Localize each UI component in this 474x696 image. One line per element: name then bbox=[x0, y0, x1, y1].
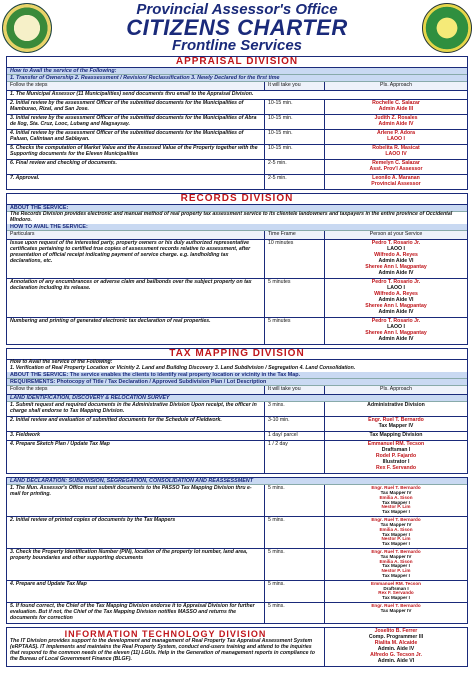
staff-name: Joselito B. Ferrer bbox=[374, 627, 418, 634]
time-frame: 5 mins. bbox=[265, 603, 325, 623]
staff-name: Engr. Ruel T. Bernardo bbox=[371, 517, 421, 523]
services-list: 1. Verification of Real Property Location or Vicinity 2. Land and Building Discovery 3. Land Subdivision / Segregation 4. Land Consolidation. bbox=[10, 364, 356, 371]
subsection-heading: LAND IDENTIFICATION, DISCOVERY & RELOCATION SURVEY bbox=[7, 395, 467, 402]
col-time: Time Frame bbox=[265, 231, 325, 239]
staff-position: LAOO I bbox=[387, 136, 405, 143]
staff-position: Provincial Assessor bbox=[371, 181, 421, 187]
approach-cell bbox=[325, 549, 467, 580]
table-row bbox=[7, 485, 467, 517]
column-header bbox=[7, 231, 467, 240]
step-text: Numbering and printing of generated electronic tax declaration of real properties. bbox=[7, 318, 265, 344]
table-row bbox=[7, 318, 467, 344]
staff-name: Sheree Ann I. Magpantay bbox=[365, 302, 427, 309]
table-row bbox=[7, 279, 467, 318]
staff-position: Tax Mapper I bbox=[382, 595, 410, 601]
staff-position: Admin Aide VI bbox=[378, 258, 414, 265]
approach-cell bbox=[325, 402, 467, 416]
time-frame: 10-15 min. bbox=[265, 130, 325, 144]
table-row bbox=[7, 100, 467, 115]
step-text: 1. The Mun. Assessor's Office must submit documents to the PASSO Tax Mapping Division thru e-mail for printing. bbox=[7, 485, 265, 516]
office-name: Provincial Assessor's Office bbox=[136, 1, 338, 18]
time-frame: 1 / 2 day bbox=[265, 441, 325, 473]
table-row bbox=[7, 402, 467, 417]
table-row bbox=[7, 160, 467, 175]
avail-heading: How to Avail the service of the Following: bbox=[7, 68, 467, 75]
step-text: 3. Initial review by the assessment Officer of the submitted documents for the Municipalities of Abra de Ilog, Sta. Cruz, Looc, Lubang and Magsaysay. bbox=[7, 115, 265, 129]
requirements-text: REQUIREMENTS: Photocopy of Title / Tax Declaration / Approved Subdivision Plan / Lot Description bbox=[7, 379, 467, 386]
approach-cell bbox=[325, 432, 467, 440]
time-frame: 5 minutes bbox=[265, 318, 325, 344]
step-text: 1. The Municipal Assessor (11 Municipalities) send documents thru email to the Appraisal Division. bbox=[10, 91, 254, 98]
approach-cell bbox=[325, 417, 467, 431]
charter-subtitle: Frontline Services bbox=[171, 37, 303, 54]
it-description: The IT Division provides support to the development and management of Real Property Tax Appraisal Assessment System (eRPTAAS). IT implements and maintains the Real Property System, conduct end-users training and attend to the inquiries that respond to the common needs of the eleven (11) LGUs. Help in the Generation of management reports in compliance to the Bureau of Local Government Finance (BLGF). bbox=[10, 638, 315, 663]
staff-position: Tax Mapper IV bbox=[380, 553, 412, 559]
staff-name: Sheree Ann I. Magpantay bbox=[365, 264, 427, 271]
staff-name: Judith Z. Rosales bbox=[374, 115, 418, 122]
step-text: 2. Initial review of printed copies of documents by the Tax Mappers bbox=[7, 517, 265, 548]
time-frame: 5 mins. bbox=[265, 581, 325, 602]
staff-position: Admin Aide IV bbox=[378, 270, 414, 277]
approach-cell bbox=[325, 100, 467, 114]
staff-name: Remelyn C. Salazar bbox=[372, 160, 420, 167]
person-cell bbox=[325, 240, 467, 278]
staff-position: Draftsman I bbox=[383, 585, 409, 591]
staff-position: Admin. Aide IV bbox=[377, 645, 415, 652]
step-text: 2. Initial review by the assessment Officer of the submitted documents for the Municipalities of Mamburao, Rizal, and San Jose. bbox=[7, 100, 265, 114]
staff-position: Tax Mapper I bbox=[382, 541, 410, 547]
approach-cell bbox=[325, 130, 467, 144]
staff-position: Asst. Prov'l Assessor bbox=[369, 166, 423, 173]
time-frame: 5 mins. bbox=[265, 485, 325, 516]
time-frame: 3-10 min. bbox=[265, 417, 325, 431]
time-frame: 2-5 min. bbox=[265, 175, 325, 189]
staff-name: Pedro T. Rosario Jr. bbox=[371, 279, 421, 286]
staff-name: Emilia A. Sison bbox=[379, 526, 413, 532]
approach-cell bbox=[325, 115, 467, 129]
col-particulars: Particulars bbox=[7, 231, 265, 239]
section-title: APPRAISAL DIVISION bbox=[7, 57, 467, 68]
approach-cell bbox=[325, 145, 467, 159]
staff-name: Nestor P. Lim bbox=[381, 536, 411, 542]
table-row bbox=[7, 417, 467, 432]
table-row bbox=[7, 441, 467, 473]
step-text: 4. Initial review by the assessment Officer of the submitted documents for the Municipalities of Paluan, Calintaan and Sablayan. bbox=[7, 130, 265, 144]
section-title: INFORMATION TECHNOLOGY DIVISION bbox=[64, 628, 267, 639]
taxmap-section bbox=[6, 348, 468, 474]
staff-position: Tax Mapper I bbox=[382, 563, 410, 569]
time-frame: 10 minutes bbox=[265, 240, 325, 278]
time-frame: 10-15 min. bbox=[265, 100, 325, 114]
approach-cell bbox=[325, 485, 467, 516]
it-block bbox=[7, 628, 325, 666]
staff-position: Tax Mapper I bbox=[382, 573, 410, 578]
col-steps: Follow the steps bbox=[7, 386, 265, 394]
step-text: 2. Initial review and evaluation of submitted documents for the Schedule of Fieldwork. bbox=[7, 417, 265, 431]
staff-position: LAOO I bbox=[387, 285, 405, 292]
records-section bbox=[6, 193, 468, 345]
step-text: 3. Check the Property Identification Number (PIN), location of the property lot number, land area, property boundaries and other supporting documents bbox=[7, 549, 265, 580]
time-frame: 5 mins. bbox=[265, 549, 325, 580]
step-text: 5. If found correct, the Chief of the Tax Mapping Division endorse it to Appraisal Division for further evaluation. But if not, the Chief of the Tax Mapping Division notifies MASSO and returns the documents for correction bbox=[7, 603, 265, 623]
provincial-seal-icon bbox=[2, 3, 52, 53]
table-row bbox=[7, 517, 467, 549]
section-title: TAX MAPPING DIVISION bbox=[7, 349, 467, 360]
services-list: 1. Transfer of Ownership 2. Reassessment / Revision/ Reclassification 3. Newly Declared for the first time bbox=[7, 75, 467, 82]
about-text: ABOUT THE SERVICE: The service enables the clients to identify real property location or vicinity in the Tax Map. bbox=[7, 372, 467, 379]
avail-heading: How to Avail the service of the Following: bbox=[10, 358, 113, 365]
step-text: 6. Final review and checking of documents. bbox=[7, 160, 265, 174]
staff-position: Admin. Aide VI bbox=[377, 657, 415, 664]
office-seal-icon bbox=[422, 3, 472, 53]
section-title: RECORDS DIVISION bbox=[7, 194, 467, 205]
staff-position: Tax Mapper IV bbox=[380, 490, 412, 495]
person-cell bbox=[325, 279, 467, 317]
approach-cell bbox=[325, 603, 467, 623]
staff-position: Administrative Division bbox=[367, 402, 425, 409]
staff-name: Rex F. Servando bbox=[375, 465, 417, 472]
staff-name: Engr. Ruel T. Bernardo bbox=[371, 548, 421, 554]
approach-cell bbox=[325, 517, 467, 548]
step-text: 3. Fieldwork bbox=[7, 432, 265, 440]
page-header bbox=[0, 0, 474, 56]
staff-name: Emilia A. Sison bbox=[379, 558, 413, 564]
staff-name: Rex F. Servando bbox=[378, 590, 414, 596]
staff-position: Tax Mapper I bbox=[382, 499, 410, 505]
staff-name: Rodel P. Fajardo bbox=[375, 453, 417, 460]
table-row bbox=[7, 603, 467, 623]
col-time: It will take you bbox=[265, 386, 325, 394]
staff-name: Alfredo G. Tecson Jr. bbox=[370, 651, 422, 658]
staff-position: LAOO IV bbox=[385, 151, 407, 158]
table-row bbox=[7, 145, 467, 160]
staff-name: Engr. Ruel T. Bernardo bbox=[371, 485, 421, 491]
staff-name: Emmanuel RM. Tecson bbox=[367, 441, 425, 448]
staff-name: Rialita M. Alcaide bbox=[374, 639, 418, 646]
approach-cell bbox=[325, 441, 467, 473]
about-heading: ABOUT THE SERVICE: bbox=[7, 205, 467, 212]
staff-position: Tax Mapper IV bbox=[378, 423, 414, 430]
table-row bbox=[7, 628, 467, 666]
staff-name: Pedro T. Rosario Jr. bbox=[371, 317, 421, 324]
step-text: 4. Prepare and Update Tax Map bbox=[7, 581, 265, 602]
staff-name: Rochelle C. Salazar bbox=[372, 100, 420, 107]
col-approach: Pls. Approach bbox=[325, 386, 467, 394]
staff-name: Robelita R. Masicat bbox=[372, 145, 420, 152]
staff-name: Arlene P. Adora bbox=[376, 130, 416, 137]
time-frame: 3 mins. bbox=[265, 402, 325, 416]
about-text: The Records Division provides electronic and manual method of real property tax assessment service to its clientele landowners and taxpayers in the entire province of Occidental Mindoro. bbox=[10, 211, 453, 224]
col-approach: Pls. Approach bbox=[325, 82, 467, 90]
col-time: It will take you bbox=[265, 82, 325, 90]
approach-cell bbox=[325, 581, 467, 602]
staff-name: Engr. Ruel T. Bernardo bbox=[371, 603, 421, 609]
table-row bbox=[7, 175, 467, 189]
step-text: 4. Prepare Sketch Plan / Update Tax Map bbox=[7, 441, 265, 473]
time-frame: 10-15 min. bbox=[265, 145, 325, 159]
approach-cell bbox=[325, 175, 467, 189]
staff-position: Admin Aide IV bbox=[378, 121, 414, 128]
staff-name: Wilfredo A. Reyes bbox=[374, 291, 418, 298]
staff-position: Tax Mapper I bbox=[382, 531, 410, 537]
step-text: Issue upon request of the interested party, property owners or his duly authorized representative certificates pertaining to certified true copies of assessment records relative to assessment, after presentation of official receipt indicating payment of service charge. e.g. landholding tax declarations, etc. bbox=[7, 240, 265, 278]
charter-title: CITIZENS CHARTER bbox=[126, 15, 348, 40]
staff-name: Leonilo A. Maranan bbox=[372, 175, 420, 182]
staff-name: Sheree Ann I. Magpantay bbox=[365, 329, 427, 336]
staff-position: Tax Mapper I bbox=[382, 509, 410, 515]
time-frame: 5 mins. bbox=[265, 517, 325, 548]
staff-name: Emilia A. Sison bbox=[379, 494, 413, 500]
staff-position: Illustrator I bbox=[382, 459, 410, 466]
table-row bbox=[7, 581, 467, 603]
step-text: 5. Checks the computation of Market Value and the Assessed Value of the Property together with the Supporting documents for the Eleven Municipalities bbox=[7, 145, 265, 159]
staff-position: Tax Mapping Division bbox=[369, 432, 423, 439]
column-header bbox=[7, 386, 467, 395]
person-cell bbox=[325, 318, 467, 344]
avail-heading: HOW TO AVAIL THE SERVICE: bbox=[7, 224, 467, 231]
staff-position: Admin Aide IV bbox=[378, 308, 414, 315]
land-declaration-section bbox=[6, 477, 468, 624]
col-person: Person at your Service bbox=[325, 231, 467, 239]
step-text: 1. Submit request and required documents in the Administrative Division Upon receipt, the officer in charge shall endorse to Tax Mapping Division. bbox=[7, 402, 265, 416]
table-row bbox=[7, 432, 467, 441]
staff-name: Nestor P. Lim bbox=[381, 504, 411, 510]
staff-position: Tax Mapper IV bbox=[380, 607, 412, 613]
col-steps: Follow the steps bbox=[7, 82, 265, 90]
staff-name: Wilfredo A. Reyes bbox=[374, 252, 418, 259]
step-text: 7. Approval. bbox=[7, 175, 265, 189]
staff-position: Comp. Programmer III bbox=[368, 633, 424, 640]
time-frame: 5 minutes bbox=[265, 279, 325, 317]
table-row bbox=[7, 130, 467, 145]
appraisal-section bbox=[6, 56, 468, 190]
time-frame: 2-5 min. bbox=[265, 160, 325, 174]
table-row bbox=[7, 115, 467, 130]
approach-cell bbox=[325, 160, 467, 174]
staff-position: LAOO I bbox=[387, 323, 405, 330]
time-frame: 10-15 min. bbox=[265, 115, 325, 129]
staff-position: Admin Aide VI bbox=[378, 297, 414, 303]
staff-name: Emmanuel RM. Tecson bbox=[371, 580, 421, 586]
it-section bbox=[6, 627, 468, 667]
table-row bbox=[7, 91, 467, 100]
staff-position: Admin Aide IV bbox=[378, 335, 414, 342]
staff-position: Admin Aide III bbox=[378, 106, 414, 113]
staff-name: Pedro T. Rosario Jr. bbox=[371, 240, 421, 247]
staff-name: Nestor P. Lim bbox=[381, 568, 411, 574]
table-row bbox=[7, 549, 467, 581]
table-row bbox=[7, 240, 467, 279]
staff-position: Tax Mapper IV bbox=[380, 521, 412, 527]
column-header bbox=[7, 82, 467, 91]
staff-position: LAOO I bbox=[387, 246, 405, 253]
staff-position: Draftsman I bbox=[381, 447, 411, 454]
staff-name: Engr. Ruel T. Bernardo bbox=[368, 417, 424, 424]
time-frame: 1 day/ parcel bbox=[265, 432, 325, 440]
it-staff bbox=[325, 628, 467, 666]
step-text: Annotation of any encumbrances or adverse claim and bailbonds over the subject property on tax declaration including its release. bbox=[7, 279, 265, 317]
subsection-heading: LAND DECLARATION: SUBDIVISION, SEGREGATION, CONSOLIDATION AND REASSESSMENT bbox=[7, 478, 467, 485]
